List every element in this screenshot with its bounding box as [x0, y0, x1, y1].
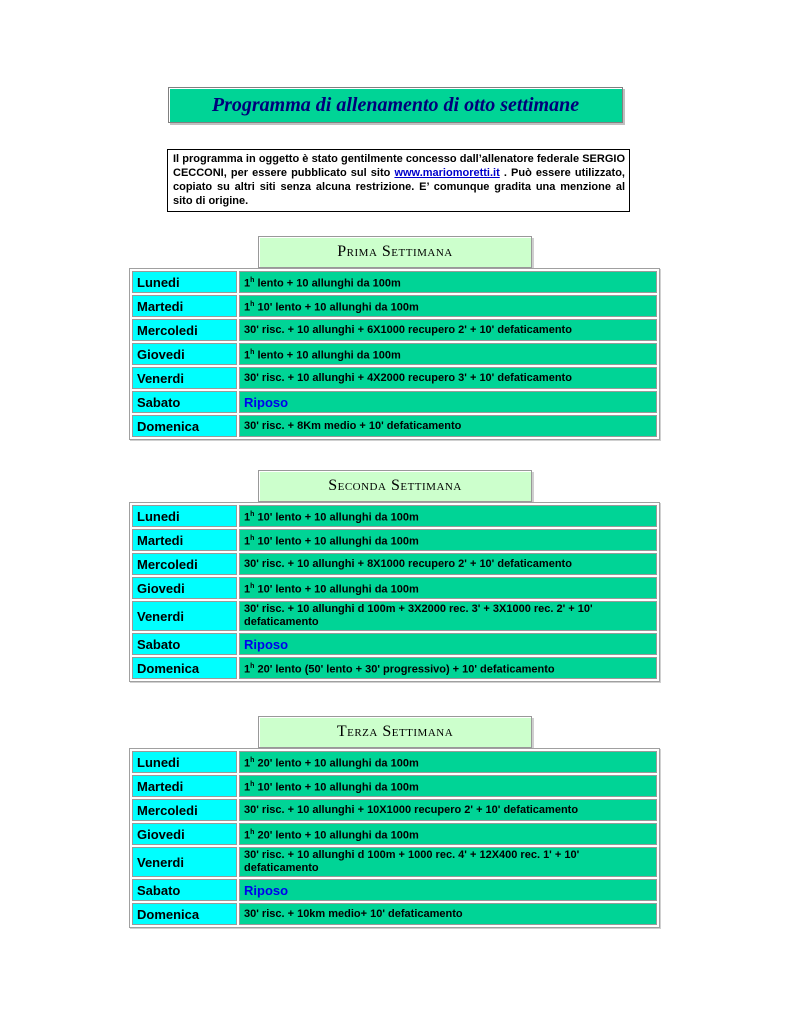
hour-count: 1	[244, 511, 251, 524]
hour-superscript: h	[250, 582, 255, 590]
activity-text: 30' risc. + 8Km medio + 10' defaticamento	[244, 419, 462, 432]
activity-text: Riposo	[244, 394, 289, 410]
activity-cell	[239, 799, 657, 821]
table-row	[132, 601, 657, 631]
hour-superscript: h	[250, 662, 255, 670]
week-2-table	[129, 502, 660, 682]
hour-superscript: h	[250, 510, 255, 518]
activity-cell	[239, 775, 657, 797]
table-row	[132, 823, 657, 845]
table-row	[132, 847, 657, 877]
rest-cell	[239, 633, 657, 655]
activity-text: 30' risc. + 10 allunghi + 4X2000 recupero 3' + 10' defaticamento	[244, 371, 572, 384]
day-cell: Domenica	[132, 415, 237, 437]
week-1-title: Prima Settimana	[337, 243, 453, 260]
activity-text: 10' lento + 10 allunghi da 100m	[254, 583, 419, 596]
table-row	[132, 295, 657, 317]
table-row	[132, 505, 657, 527]
activity-cell	[239, 319, 657, 341]
hour-superscript: h	[250, 756, 255, 764]
table-row	[132, 577, 657, 599]
activity-cell	[239, 529, 657, 551]
day-cell: Sabato	[132, 391, 237, 413]
intro-text-after: . Può essere utilizzato, copiato su altri siti senza alcuna restrizione. E’ comunque gradita una menzione al sito di origine.	[173, 167, 625, 207]
activity-cell	[239, 657, 657, 679]
table-row	[132, 391, 657, 413]
day-cell: Venerdi	[132, 601, 237, 631]
table-row	[132, 415, 657, 437]
activity-cell	[239, 823, 657, 845]
hour-superscript: h	[250, 300, 255, 308]
activity-cell	[239, 343, 657, 365]
day-cell: Domenica	[132, 903, 237, 925]
hour-superscript: h	[250, 780, 255, 788]
day-cell: Venerdi	[132, 367, 237, 389]
hour-count: 1	[244, 829, 251, 842]
activity-cell	[239, 271, 657, 293]
activity-cell	[239, 415, 657, 437]
activity-text: 30' risc. + 10km medio+ 10' defaticamento	[244, 907, 463, 920]
hour-count: 1	[244, 301, 251, 314]
table-row	[132, 799, 657, 821]
day-cell: Lunedi	[132, 751, 237, 773]
day-cell: Martedi	[132, 775, 237, 797]
activity-text: Riposo	[244, 636, 289, 652]
week-1-header	[258, 236, 532, 268]
activity-text: 30' risc. + 10 allunghi d 100m + 1000 rec. 4' + 12X400 rec. 1' + 10' defaticamento	[244, 849, 580, 874]
day-cell: Mercoledi	[132, 799, 237, 821]
activity-cell	[239, 903, 657, 925]
hour-count: 1	[244, 757, 251, 770]
activity-cell	[239, 601, 657, 631]
rest-cell	[239, 391, 657, 413]
table-row	[132, 751, 657, 773]
hour-count: 1	[244, 583, 251, 596]
table-row	[132, 271, 657, 293]
activity-text: 30' risc. + 10 allunghi + 8X1000 recupero 2' + 10' defaticamento	[244, 557, 572, 570]
day-cell: Giovedi	[132, 577, 237, 599]
page-title-box	[168, 87, 623, 123]
day-cell: Lunedi	[132, 505, 237, 527]
week-1-table	[129, 268, 660, 440]
week-3-header	[258, 716, 532, 748]
table-row	[132, 903, 657, 925]
activity-text: lento + 10 allunghi da 100m	[254, 349, 401, 362]
activity-text: 20' lento (50' lento + 30' progressivo) + 10' defaticamento	[254, 663, 555, 676]
table-row	[132, 633, 657, 655]
activity-cell	[239, 553, 657, 575]
hour-superscript: h	[250, 828, 255, 836]
week-3-title: Terza Settimana	[336, 723, 454, 740]
activity-text: Riposo	[244, 882, 289, 898]
activity-text: 20' lento + 10 allunghi da 100m	[254, 829, 419, 842]
activity-cell	[239, 847, 657, 877]
activity-cell	[239, 577, 657, 599]
day-cell: Sabato	[132, 879, 237, 901]
activity-text: 20' lento + 10 allunghi da 100m	[254, 757, 419, 770]
table-row	[132, 657, 657, 679]
activity-text: 10' lento + 10 allunghi da 100m	[254, 511, 419, 524]
activity-text: 10' lento + 10 allunghi da 100m	[254, 781, 419, 794]
day-cell: Mercoledi	[132, 553, 237, 575]
hour-count: 1	[244, 535, 251, 548]
day-cell: Martedi	[132, 529, 237, 551]
activity-cell	[239, 751, 657, 773]
intro-text-before: Il programma in oggetto è stato gentilmente concesso dall’allenatore federale SERGIO CECCONI, per essere pubblicato sul sito	[173, 153, 625, 179]
intro-notice	[167, 149, 630, 212]
week-2-header	[258, 470, 532, 502]
day-cell: Domenica	[132, 657, 237, 679]
page-title: Programma di allenamento di otto settimane	[211, 93, 580, 116]
hour-count: 1	[244, 781, 251, 794]
activity-text: 10' lento + 10 allunghi da 100m	[254, 301, 419, 314]
day-cell: Lunedi	[132, 271, 237, 293]
activity-text: 30' risc. + 10 allunghi + 6X1000 recupero 2' + 10' defaticamento	[244, 323, 572, 336]
hour-superscript: h	[250, 348, 255, 356]
day-cell: Giovedi	[132, 343, 237, 365]
activity-text: 10' lento + 10 allunghi da 100m	[254, 535, 419, 548]
table-row	[132, 319, 657, 341]
activity-cell	[239, 367, 657, 389]
hour-count: 1	[244, 349, 251, 362]
day-cell: Mercoledi	[132, 319, 237, 341]
day-cell: Sabato	[132, 633, 237, 655]
week-3-table	[129, 748, 660, 928]
day-cell: Giovedi	[132, 823, 237, 845]
day-cell: Martedi	[132, 295, 237, 317]
activity-text: lento + 10 allunghi da 100m	[254, 277, 401, 290]
activity-cell	[239, 295, 657, 317]
table-row	[132, 553, 657, 575]
table-row	[132, 367, 657, 389]
activity-text: 30' risc. + 10 allunghi d 100m + 3X2000 rec. 3' + 3X1000 rec. 2' + 10' defaticamento	[244, 603, 593, 628]
week-2-title: Seconda Settimana	[328, 477, 462, 494]
hour-count: 1	[244, 277, 251, 290]
hour-superscript: h	[250, 276, 255, 284]
hour-count: 1	[244, 663, 251, 676]
activity-text: 30' risc. + 10 allunghi + 10X1000 recupero 2' + 10' defaticamento	[244, 803, 579, 816]
rest-cell	[239, 879, 657, 901]
hour-superscript: h	[250, 534, 255, 542]
activity-cell	[239, 505, 657, 527]
table-row	[132, 879, 657, 901]
table-row	[132, 529, 657, 551]
day-cell: Venerdi	[132, 847, 237, 877]
table-row	[132, 775, 657, 797]
site-link[interactable]: www.mariomoretti.it	[394, 167, 500, 179]
table-row	[132, 343, 657, 365]
